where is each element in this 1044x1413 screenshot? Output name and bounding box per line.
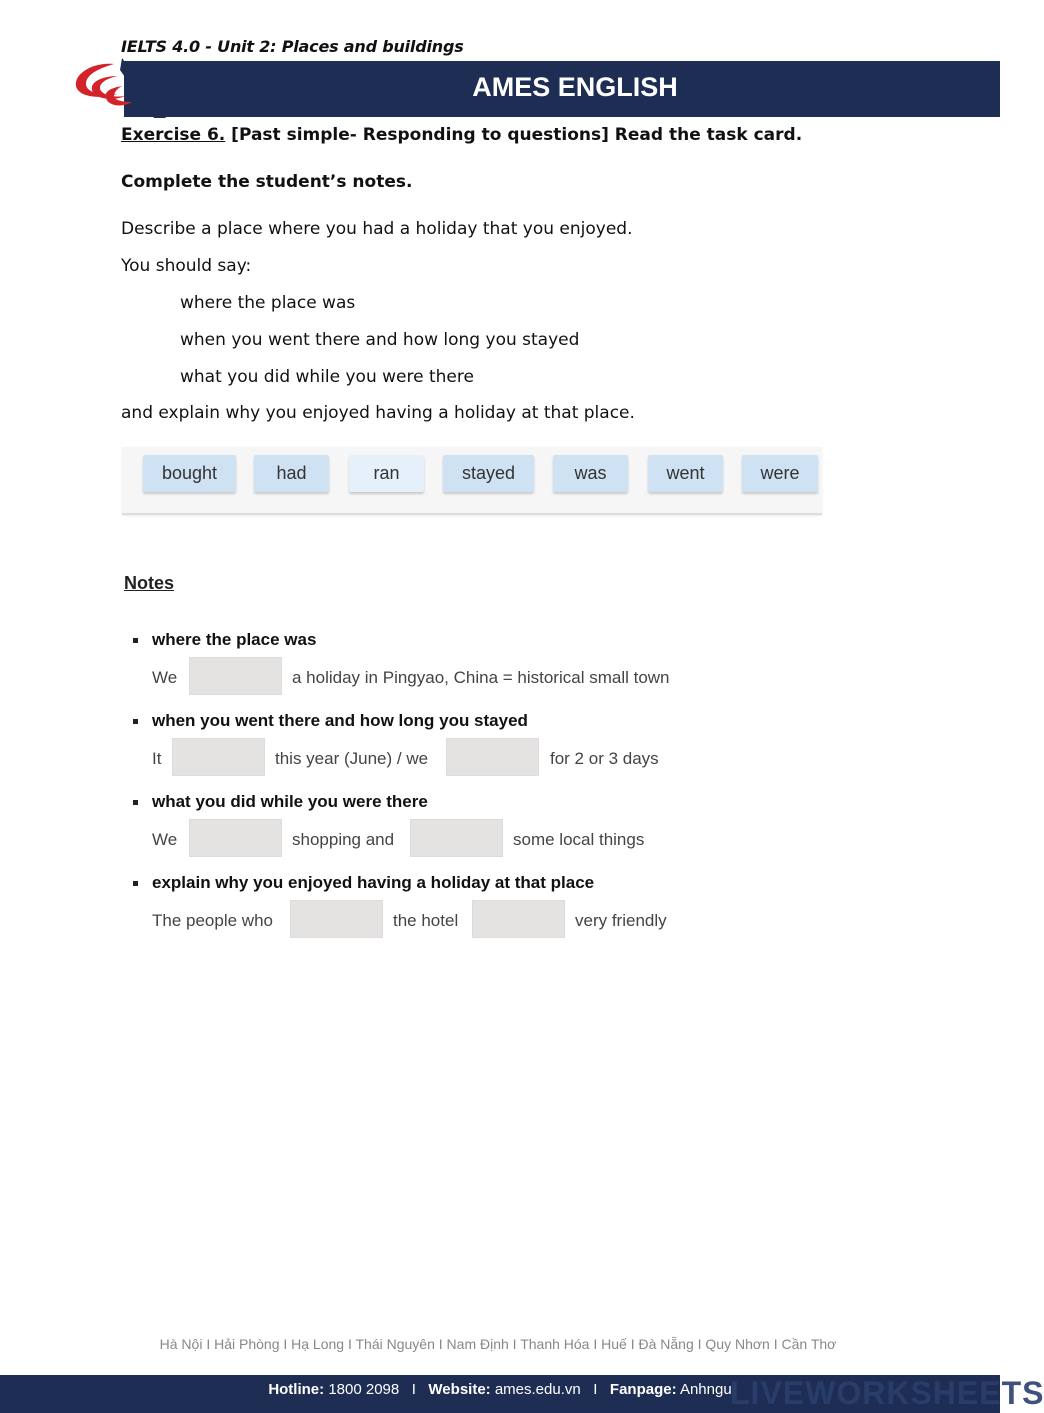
word-chip[interactable]: was [553, 455, 628, 492]
hotline-value: 1800 2098 [328, 1381, 400, 1398]
exercise-heading [121, 125, 802, 145]
exercise-instruction: Complete the student’s notes. [121, 172, 413, 192]
answer-gap[interactable] [472, 900, 565, 938]
note-text: The people who [152, 911, 273, 930]
word-chip[interactable]: went [648, 455, 723, 492]
note-heading: explain why you enjoyed having a holiday at that place [152, 873, 595, 892]
note-text: this year (June) / we [275, 749, 429, 768]
note-text: shopping and [292, 830, 395, 849]
note-text: We [152, 830, 178, 849]
fanpage-label: Fanpage: [609, 1381, 677, 1398]
footer-separator: I [411, 1381, 416, 1398]
note-text: We [152, 668, 178, 687]
note-text: very friendly [575, 911, 667, 930]
task-prompt: when you went there and how long you stayed [180, 330, 580, 350]
course-title: IELTS 4.0 - Unit 2: Places and buildings [121, 37, 464, 56]
exercise-title: [Past simple- Responding to questions] Read the task card. [231, 125, 803, 145]
task-prompt: where the place was [180, 293, 356, 313]
exercise-label: Exercise 6. [121, 125, 226, 145]
note-heading: when you went there and how long you stayed [152, 711, 528, 730]
fanpage-link[interactable]: Anhngu [679, 1381, 732, 1398]
word-bank [122, 447, 822, 515]
word-chip[interactable]: stayed [443, 455, 534, 492]
task-intro: Describe a place where you had a holiday that you enjoyed. [121, 219, 633, 239]
bullet-dot [133, 638, 138, 643]
word-chip[interactable]: ran [349, 455, 424, 492]
answer-gap[interactable] [290, 900, 383, 938]
task-should-say: You should say: [121, 256, 252, 276]
word-chip[interactable]: had [254, 455, 329, 492]
note-heading: where the place was [152, 630, 317, 649]
website-link[interactable]: ames.edu.vn [494, 1381, 581, 1398]
notes-heading: Notes [124, 573, 175, 593]
word-chip[interactable]: were [742, 455, 818, 492]
brand-name: AMES ENGLISH [472, 72, 678, 102]
note-text: the hotel [393, 911, 459, 930]
task-closing: and explain why you enjoyed having a holiday at that place. [121, 403, 635, 423]
answer-gap[interactable] [172, 738, 265, 776]
bullet-dot [133, 881, 138, 886]
hotline-label: Hotline: [268, 1381, 325, 1398]
note-heading: what you did while you were there [152, 792, 428, 811]
note-text: a holiday in Pingyao, China = historical small town [292, 668, 670, 687]
word-chip[interactable]: bought [143, 455, 236, 492]
liveworksheets-watermark: LIVEWORKSHEETS [730, 1375, 1044, 1411]
bullet-dot [133, 800, 138, 805]
footer-separator: I [593, 1381, 598, 1398]
bullet-dot [133, 719, 138, 724]
answer-gap[interactable] [410, 819, 503, 857]
answer-gap[interactable] [446, 738, 539, 776]
note-text: for 2 or 3 days [550, 749, 659, 768]
note-text: It [152, 749, 162, 768]
task-prompt: what you did while you were there [180, 367, 474, 387]
answer-gap[interactable] [189, 819, 282, 857]
answer-gap[interactable] [189, 657, 282, 695]
website-label: Website: [428, 1381, 491, 1398]
note-text: some local things [513, 830, 645, 849]
footer-cities: Hà Nội I Hải Phòng I Hạ Long I Thái Nguyên I Nam Định I Thanh Hóa I Huế I Đà Nẵng I Quy Nhơn I Cần Thơ [159, 1336, 837, 1352]
